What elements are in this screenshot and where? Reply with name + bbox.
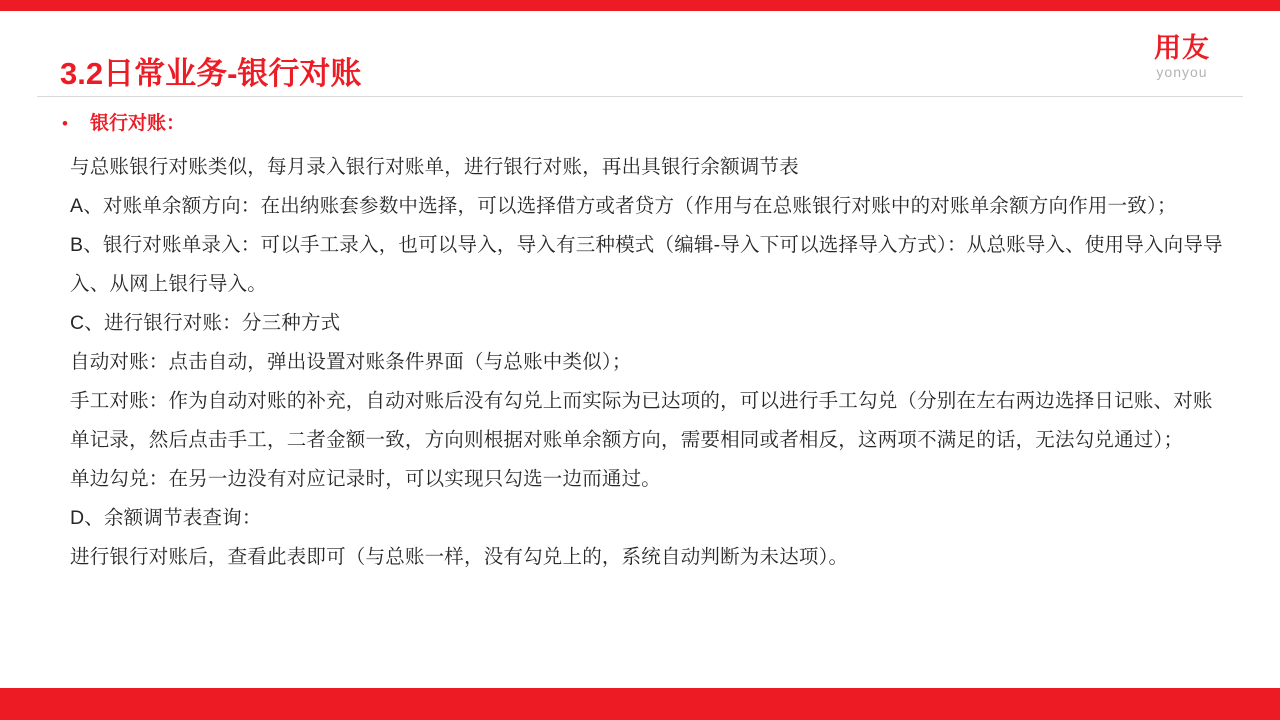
body-paragraph: 进行银行对账后，查看此表即可（与总账一样，没有勾兑上的，系统自动判断为未达项）。 bbox=[70, 546, 849, 568]
bottom-accent-bar bbox=[0, 688, 1280, 720]
body-paragraph: 自动对账：点击自动，弹出设置对账条件界面（与总账中类似）； bbox=[70, 351, 632, 373]
body-paragraph: A、对账单余额方向：在出纳账套参数中选择，可以选择借方或者贷方（作用与在总账银行对账中的对账单余额方向作用一致）； bbox=[70, 195, 1177, 217]
bullet-marker-icon: • bbox=[62, 114, 68, 133]
bullet-heading-label: 银行对账： bbox=[90, 113, 186, 134]
body-paragraph: 手工对账：作为自动对账的补充，自动对账后没有勾兑上而实际为已达项的，可以进行手工勾兑（分别在左右两边选择日记账、对账单记录，然后点击手工，二者金额一致，方向则根据对账单余额方向，需要相同或者相反，这两项不满足的话，无法勾兑通过）； bbox=[70, 390, 1213, 451]
body-paragraph: 与总账银行对账类似，每月录入银行对账单，进行银行对账，再出具银行余额调节表 bbox=[70, 156, 799, 178]
body-paragraph: C、进行银行对账：分三种方式 bbox=[70, 312, 341, 334]
page-title: 3.2日常业务-银行对账 bbox=[60, 56, 362, 91]
body-paragraph: B、银行对账单录入：可以手工录入，也可以导入，导入有三种模式（编辑-导入下可以选择导入方式）：从总账导入、使用导入向导导入、从网上银行导入。 bbox=[70, 234, 1223, 295]
bullet-heading bbox=[62, 110, 1232, 138]
body-paragraph: D、余额调节表查询： bbox=[70, 507, 262, 529]
body-paragraph: 单边勾兑：在另一边没有对应记录时，可以实现只勾选一边而通过。 bbox=[70, 468, 662, 490]
brand-logo-cn: 用友 bbox=[1154, 33, 1210, 63]
brand-logo bbox=[1122, 33, 1242, 81]
slide-body bbox=[62, 110, 1232, 577]
brand-logo-en: yonyou bbox=[1156, 64, 1208, 80]
header-divider bbox=[37, 96, 1243, 97]
top-accent-bar bbox=[0, 0, 1280, 11]
